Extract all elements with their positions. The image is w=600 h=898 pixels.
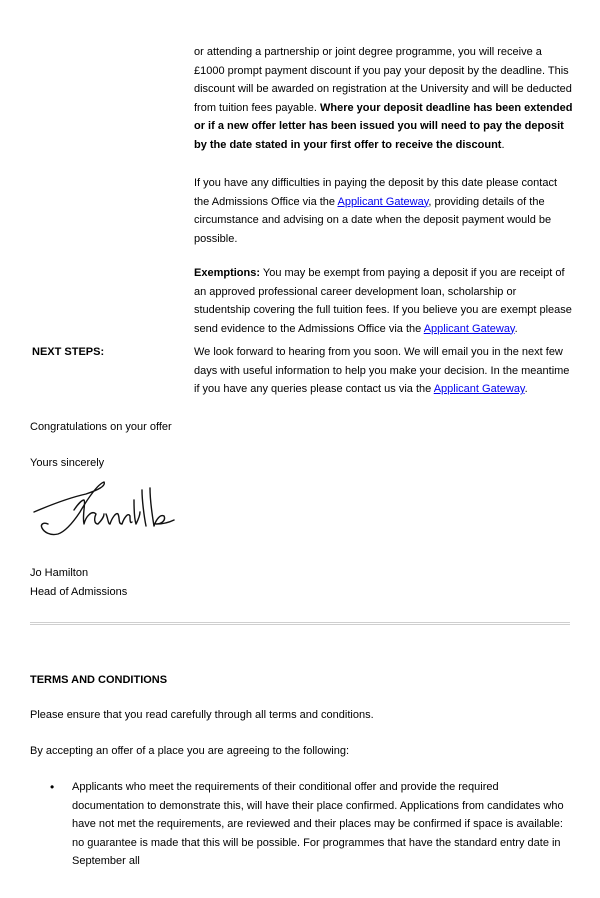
- signatory-role: Head of Admissions: [30, 586, 128, 598]
- signatory-name: Jo Hamilton: [30, 567, 89, 579]
- period: .: [524, 383, 528, 395]
- exemptions-text: You may be exempt from paying a deposit if you are receipt of an approved professional career development loan, scholarship or studentship covering the full tuition fees. If you believe you are exempt please send evidence to the Admissions Office via the: [194, 267, 572, 335]
- sign-off-line: Yours sincerely: [30, 457, 105, 469]
- deposit-discount-text: or attending a partnership or joint degree programme, you will receive a £1000 prompt payment discount if you pay your deposit by the deadline. This discount will be awarded on registration at the University and will be deducted from tuition fees payable.: [194, 46, 572, 114]
- exemptions-paragraph: [194, 264, 574, 338]
- next-steps-label: NEXT STEPS:: [32, 346, 105, 358]
- difficulties-text: If you have any difficulties in paying the deposit by this date please contact the Admissions Office via the: [194, 177, 558, 208]
- terms-agreement-intro: By accepting an offer of a place you are agreeing to the following:: [30, 745, 350, 757]
- period: .: [514, 322, 518, 335]
- handwritten-signature: [28, 476, 178, 542]
- applicant-gateway-link[interactable]: Applicant Gateway: [337, 195, 429, 208]
- applicant-gateway-link[interactable]: Applicant Gateway: [423, 322, 515, 335]
- terms-title: TERMS AND CONDITIONS: [30, 674, 168, 686]
- difficulties-text-end: , providing details of the circumstance and advising on a date when the deposit payment would be possible.: [194, 195, 552, 245]
- deposit-discount-bold-text: Where your deposit deadline has been extended or if a new offer letter has been issued you will need to pay the deposit by the date stated in your first offer to receive the discount: [194, 101, 573, 151]
- applicant-gateway-link[interactable]: Applicant Gateway: [433, 383, 525, 395]
- next-steps-text: We look forward to hearing from you soon. We will email you in the next few days with useful information to help you make your decision. In the meantime if you have any queries please contact us via the: [194, 346, 570, 395]
- deposit-discount-paragraph: [194, 43, 574, 154]
- terms-intro: Please ensure that you read carefully through all terms and conditions.: [30, 709, 374, 721]
- deposit-difficulties-paragraph: [194, 174, 574, 248]
- terms-bullet-item: Applicants who meet the requirements of their conditional offer and provide the required documentation to demonstrate this, will have their place confirmed. Applications from candidates who have not met the requirements, are reviewed and their places may be confirmed if space is available: no guarantee is made that this will be possible. For programmes that have the standard entry date in September all: [72, 781, 564, 867]
- next-steps-paragraph: [194, 343, 574, 399]
- exemptions-heading: Exemptions:: [194, 267, 261, 279]
- congratulations-line: Congratulations on your offer: [30, 421, 172, 433]
- bullet-icon: •: [50, 780, 55, 794]
- section-divider: [30, 622, 570, 625]
- period: .: [501, 138, 505, 151]
